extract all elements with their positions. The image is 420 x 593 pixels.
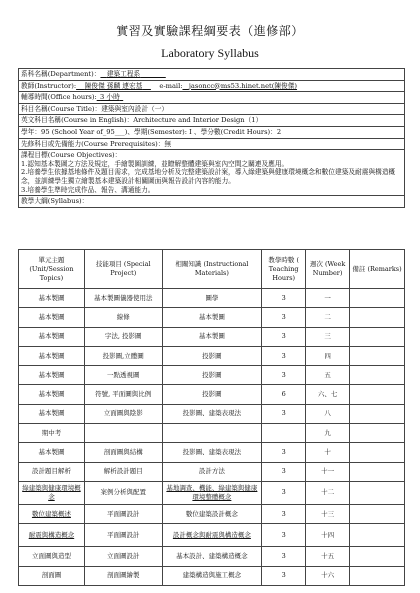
table-header-row [19,250,405,289]
table-row [19,308,405,327]
remarks-cell [350,424,405,443]
special-cell [84,424,162,443]
department-label: 系科名稱(Department)： [21,70,101,78]
header-unit: 單元主題 (Unit/Session Topics) [19,250,85,289]
hours-cell: 3 [262,346,306,365]
unit-cell: 基本製圖 [19,346,85,365]
office-hours-row [19,92,404,104]
table-row [19,462,405,481]
table-row [19,504,405,523]
special-cell: 平面圖設計 [84,504,162,523]
special-cell: 投影圖,立體圖 [84,346,162,365]
remarks-cell [350,385,405,404]
week-cell: 八 [306,404,350,423]
special-cell: 字法, 投影圖 [84,327,162,346]
remarks-cell [350,462,405,481]
table-row [19,366,405,385]
special-cell: 剖面圖與結構 [84,443,162,462]
materials-cell: 圖學 [162,289,262,308]
table-row [19,327,405,346]
week-cell: 十三 [306,504,350,523]
special-cell: 立面圖與陰影 [84,404,162,423]
unit-cell: 耐震與構造概念 [19,524,85,547]
week-cell: 三 [306,327,350,346]
hours-cell: 3 [262,308,306,327]
special-cell: 剖面圖繪製 [84,566,162,585]
remarks-cell [350,443,405,462]
remarks-cell [350,289,405,308]
header-special-project: 技能項目 (Special Project) [84,250,162,289]
materials-cell: 投影圖、建築表現法 [162,443,262,462]
hours-cell: 3 [262,547,306,566]
materials-cell: 設計方法 [162,462,262,481]
header-hours: 教學時數 ( Teaching Hours) [262,250,306,289]
course-title-row: 科目名稱(Course Title)：建築與室內設計（一） [19,104,404,116]
department-row [19,69,404,81]
special-cell: 符號, 平面圖與比例 [84,385,162,404]
hours-cell: 3 [262,404,306,423]
materials-cell: 基本製圖 [162,308,262,327]
unit-cell: 剖面圖 [19,566,85,585]
email-label: e-mail: [159,81,183,90]
table-row [19,289,405,308]
special-cell: 平面圖設計 [84,524,162,547]
materials-cell: 建築構造與施工概念 [162,566,262,585]
header-week: 週次 (Week Number) [306,250,350,289]
table-row [19,346,405,365]
table-row [19,566,405,585]
week-cell: 十五 [306,547,350,566]
objectives-label: 課程目標(Course Objectives)： [21,151,122,160]
school-year-row: 學年：95 (School Year of_95___)、學期(Semester): I 、學分數(Credit Hours)：2 [19,127,404,139]
week-cell: 二 [306,308,350,327]
materials-cell: 基本製圖 [162,327,262,346]
hours-cell: 3 [262,462,306,481]
unit-cell: 基本製圖 [19,366,85,385]
hours-cell: 3 [262,443,306,462]
unit-cell: 期中考 [19,424,85,443]
unit-cell: 基本製圖 [19,289,85,308]
week-cell: 九 [306,424,350,443]
header-remarks: 備註 (Remarks) [350,250,405,289]
hours-cell: 3 [262,566,306,585]
materials-cell: 投影圖 [162,346,262,365]
week-cell: 一 [306,289,350,308]
remarks-cell [350,346,405,365]
unit-cell: 綠建築與健康環境概念 [19,481,85,504]
special-cell: 案例分析與配置 [84,481,162,504]
hours-cell: 3 [262,366,306,385]
special-cell: 一點透視圖 [84,366,162,385]
materials-cell: 基地調查、機能、綠建築與健康環境整體概念 [162,481,262,504]
remarks-cell [350,566,405,585]
week-cell: 五 [306,366,350,385]
week-cell: 十 [306,443,350,462]
table-row [19,547,405,566]
materials-cell: 投影圖、建築表現法 [162,404,262,423]
table-row [19,443,405,462]
remarks-cell [350,504,405,523]
remarks-cell [350,327,405,346]
materials-cell: 設計概念與耐震與構造概念 [162,524,262,547]
remarks-cell [350,308,405,327]
page-title-english: Laboratory Syllabus [161,46,259,60]
office-hours-value: _3 小時_ [96,93,124,102]
unit-cell: 基本製圖 [19,404,85,423]
materials-cell: 數位建築設計概念 [162,504,262,523]
unit-cell: 基本製圖 [19,443,85,462]
special-cell: 解析設計題目 [84,462,162,481]
table-row [19,481,405,504]
week-cell: 六、七 [306,385,350,404]
unit-cell: 立面圖與造型 [19,547,85,566]
instructor-value: 陳俊傑 孫麟 連宏基 [84,81,143,90]
materials-cell: 投影圖 [162,385,262,404]
office-hours-label: 輔導時間(Office hours): [21,93,97,102]
week-cell: 十四 [306,524,350,547]
hours-cell: 3 [262,481,306,504]
syllabus-table [18,249,405,586]
hours-cell: 3 [262,524,306,547]
unit-cell: 基本製圖 [19,327,85,346]
week-cell: 四 [306,346,350,365]
table-row [19,404,405,423]
objective-item-3: 3.培養學生準時完成作品、報告、溝通能力。 [21,185,155,194]
materials-cell: 基本設計、建築構造概念 [162,547,262,566]
unit-cell: 基本製圖 [19,308,85,327]
special-cell: 基本製圖儀器使用法 [84,289,162,308]
week-cell: 十一 [306,462,350,481]
syllabus-label: 教學大綱(Syllabus)： [19,196,404,208]
table-row [19,424,405,443]
remarks-cell [350,547,405,566]
objectives-row [19,150,404,196]
prerequisites-row: 先修科目或先備能力(Course Prerequisites)：無 [19,139,404,151]
table-row [19,385,405,404]
hours-cell [262,424,306,443]
department-value: 建築工程系 [106,70,141,78]
remarks-cell [350,481,405,504]
unit-cell: 基本製圖 [19,385,85,404]
instructor-row [19,81,404,93]
header-materials: 相關知識 (Instructional Materials) [162,250,262,289]
hours-cell: 3 [262,289,306,308]
remarks-cell [350,366,405,385]
special-cell: 線條 [84,308,162,327]
objective-item-1: 1.認知基本製圖之方法及規定，手繪製圖訓練，並瞭解整體建築與室內空間之關連及應用。 [21,159,289,168]
unit-cell: 數位建築概述 [19,504,85,523]
hours-cell: 6 [262,385,306,404]
remarks-cell [350,524,405,547]
objective-item-2: 2.培養學生依據基地條件及題目需求，完成基地分析及完整建築設計案，導入綠建築與健康環境概念和數位建築及耐震與構造概念，並訓練學生獨立繪製基本建築設計相關圖面與報告設計內容的能力。 [21,168,396,185]
week-cell: 十二 [306,481,350,504]
materials-cell [162,424,262,443]
materials-cell: 投影圖 [162,366,262,385]
course-english-row: 英文科目名稱(Course in English)：Architecture and Interior Design（1） [19,115,404,127]
course-info-block [18,68,405,208]
special-cell: 立面圖設計 [84,547,162,566]
week-cell: 十六 [306,566,350,585]
hours-cell: 3 [262,504,306,523]
page-title-chinese: 實習及實驗課程綱要表（進修部） [116,24,304,38]
unit-cell: 設計題目解析 [19,462,85,481]
email-value: jasoncc@ms53.hinet.net(陳俊傑) [188,81,298,90]
remarks-cell [350,404,405,423]
table-row [19,524,405,547]
instructor-label: 教師(Instructor): [21,81,77,90]
hours-cell: 3 [262,327,306,346]
